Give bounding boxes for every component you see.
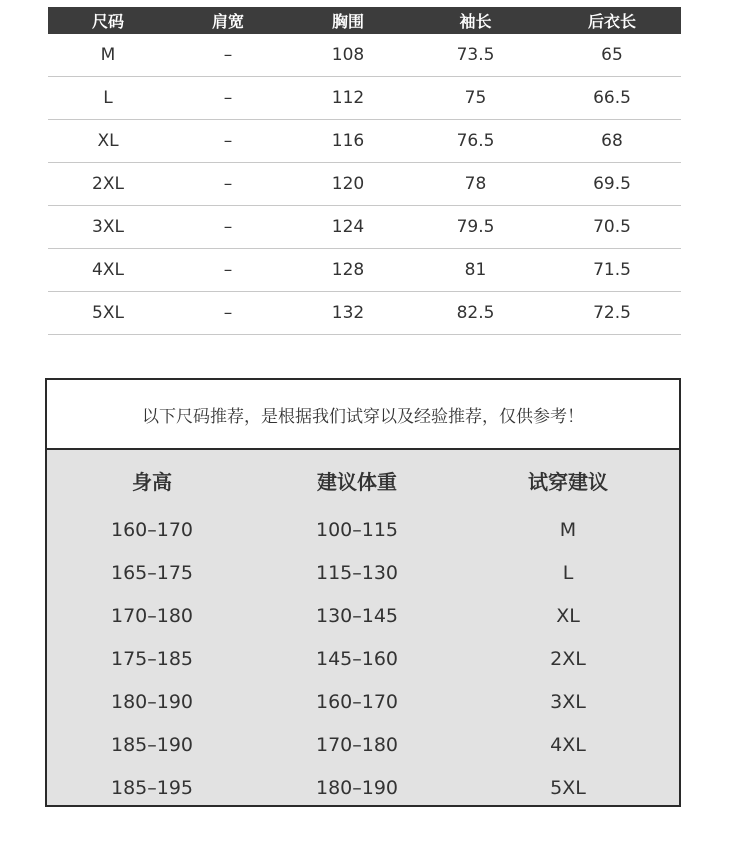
shoulder-cell: – (223, 174, 233, 194)
height-cell: 160–170 (110, 518, 194, 541)
suggestion-cell: 2XL (550, 647, 586, 670)
length-cell: 68 (601, 131, 623, 151)
size-table (48, 7, 681, 335)
weight-cell: 130–145 (315, 604, 399, 627)
size-cell: M (100, 45, 116, 65)
sleeve-cell: 82.5 (456, 303, 495, 323)
table-row (48, 120, 681, 163)
weight-cell: 170–180 (315, 733, 399, 756)
shoulder-cell: – (223, 88, 233, 108)
chest-cell: 120 (331, 174, 365, 194)
weight-cell: 115–130 (315, 561, 399, 584)
table-row (48, 77, 681, 120)
suggestion-cell: M (559, 518, 577, 541)
length-cell: 72.5 (593, 303, 631, 323)
size-cell: L (103, 88, 113, 108)
size-table-header (48, 7, 681, 34)
header-size: 尺码 (91, 12, 124, 31)
table-row (48, 163, 681, 206)
header-length: 后衣长 (587, 12, 636, 31)
length-cell: 65 (601, 45, 623, 65)
size-cell: XL (97, 131, 119, 151)
height-cell: 180–190 (110, 690, 194, 713)
weight-cell: 160–170 (315, 690, 399, 713)
suggestion-cell: 4XL (550, 733, 586, 756)
chest-cell: 112 (331, 88, 365, 108)
shoulder-cell: – (223, 303, 233, 323)
weight-cell: 180–190 (315, 776, 399, 799)
length-cell: 71.5 (593, 260, 631, 280)
sleeve-cell: 79.5 (456, 217, 495, 237)
sleeve-cell: 81 (464, 260, 487, 280)
height-cell: 185–195 (110, 776, 194, 799)
table-row (47, 680, 679, 723)
recommendation-box (45, 378, 681, 807)
table-row (48, 34, 681, 77)
shoulder-cell: – (223, 260, 233, 280)
header-suggestion: 试穿建议 (528, 469, 608, 494)
recommendation-body (47, 508, 679, 809)
table-row (47, 551, 679, 594)
chest-cell: 128 (331, 260, 365, 280)
suggestion-cell: XL (556, 604, 580, 627)
table-row (47, 594, 679, 637)
size-cell: 2XL (92, 174, 124, 194)
length-cell: 70.5 (593, 217, 631, 237)
recommendation-note: 以下尺码推荐，是根据我们试穿以及经验推荐，仅供参考！ (47, 380, 679, 450)
suggestion-cell: 3XL (550, 690, 586, 713)
size-table-body (48, 34, 681, 335)
sleeve-cell: 73.5 (456, 45, 495, 65)
table-row (47, 508, 679, 551)
table-row (47, 637, 679, 680)
header-shoulder: 肩宽 (211, 12, 244, 31)
sleeve-cell: 78 (464, 174, 487, 194)
size-cell: 5XL (92, 303, 124, 323)
length-cell: 66.5 (593, 88, 631, 108)
shoulder-cell: – (223, 131, 233, 151)
height-cell: 175–185 (110, 647, 194, 670)
height-cell: 165–175 (110, 561, 194, 584)
size-cell: 4XL (92, 260, 124, 280)
header-height: 身高 (132, 469, 172, 494)
table-row (47, 766, 679, 809)
length-cell: 69.5 (593, 174, 631, 194)
recommendation-header (47, 450, 679, 508)
header-sleeve: 袖长 (459, 12, 492, 31)
weight-cell: 100–115 (315, 518, 399, 541)
header-weight: 建议体重 (317, 469, 397, 494)
weight-cell: 145–160 (315, 647, 399, 670)
chest-cell: 132 (331, 303, 365, 323)
shoulder-cell: – (223, 217, 233, 237)
shoulder-cell: – (223, 45, 233, 65)
height-cell: 185–190 (110, 733, 194, 756)
table-row (48, 249, 681, 292)
table-row (47, 723, 679, 766)
suggestion-cell: 5XL (550, 776, 586, 799)
chest-cell: 108 (331, 45, 365, 65)
table-row (48, 206, 681, 249)
size-cell: 3XL (92, 217, 124, 237)
table-row (48, 292, 681, 335)
chest-cell: 116 (331, 131, 365, 151)
sleeve-cell: 76.5 (456, 131, 495, 151)
suggestion-cell: L (562, 561, 574, 584)
header-chest: 胸围 (331, 12, 364, 31)
chest-cell: 124 (331, 217, 365, 237)
height-cell: 170–180 (110, 604, 194, 627)
sleeve-cell: 75 (464, 88, 487, 108)
